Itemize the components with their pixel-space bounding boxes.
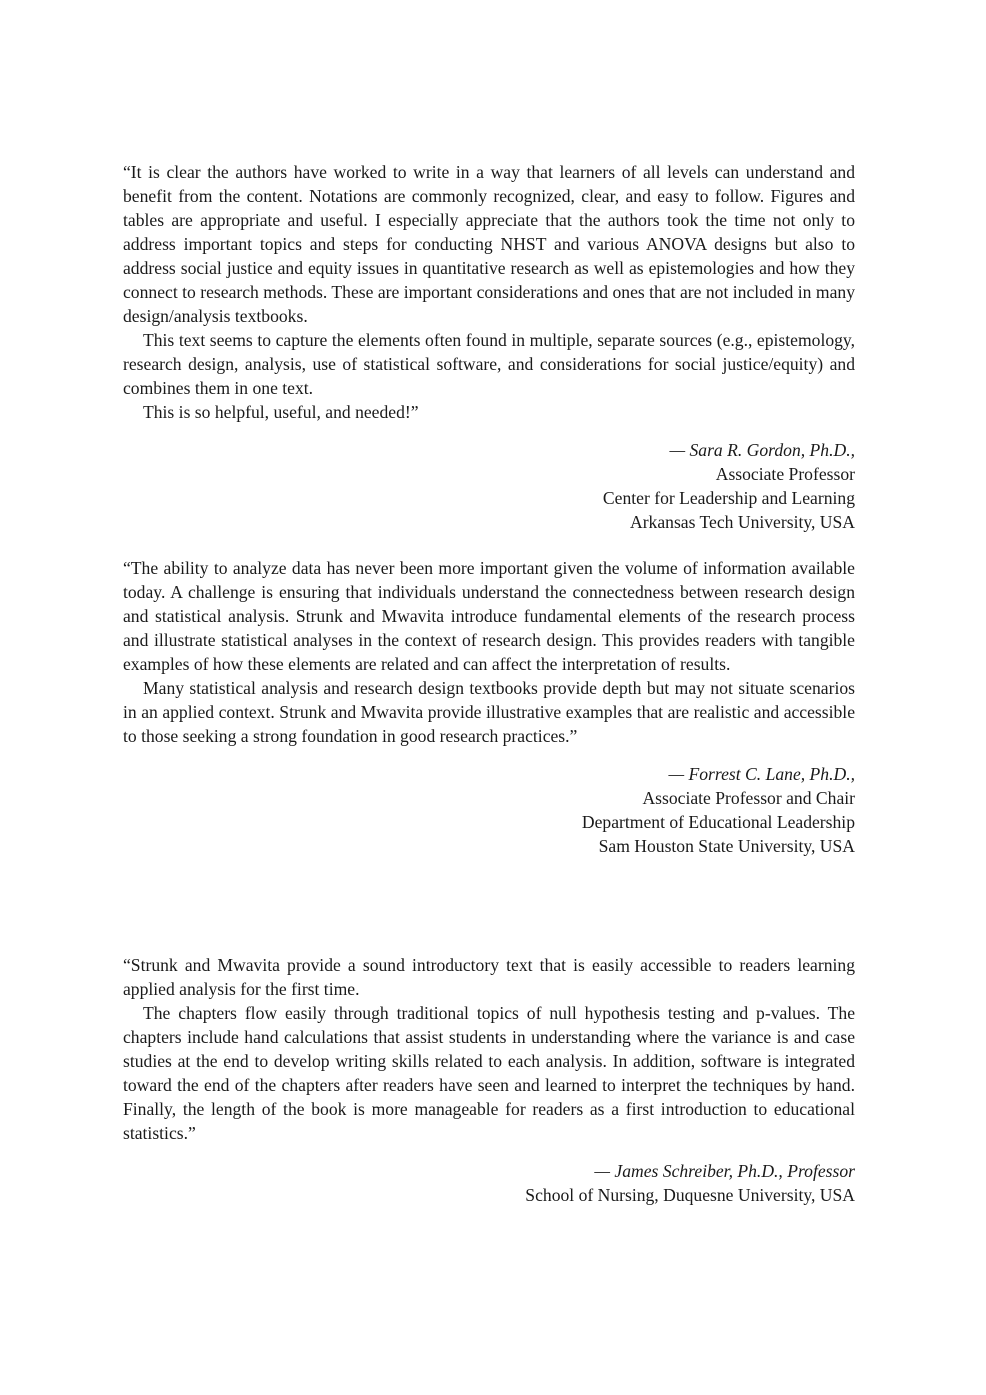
testimonial-schreiber xyxy=(123,953,855,1207)
testimonial-paragraph: The chapters flow easily through traditional topics of null hypothesis testing and p-values. The chapters include hand calculations that assist students in understanding where the variance is and case studies at the end to develop writing skills related to each analysis. In addition, software is integrated toward the end of the chapters after readers have seen and learned to interpret the techniques by hand. Finally, the length of the book is more manageable for readers as a first introduction to educational statistics.” xyxy=(123,1003,855,1143)
attribution-title: Associate Professor and Chair xyxy=(642,788,855,808)
attribution-institution: Sam Houston State University, USA xyxy=(598,836,855,856)
attribution-institution: Arkansas Tech University, USA xyxy=(629,512,855,532)
testimonial-paragraph: This is so helpful, useful, and needed!” xyxy=(143,402,419,422)
attribution xyxy=(123,762,855,858)
testimonial-paragraph: “It is clear the authors have worked to write in a way that learners of all levels can understand and benefit from the content. Notations are commonly recognized, clear, and easy to follow. Figures and tables are appropriate and useful. I especially appreciate that the authors took the time not only to address important topics and steps for conducting NHST and various ANOVA designs but also to address social justice and equity issues in quantitative research as well as epistemologies and how they connect to research methods. These are important considerations and ones that are not included in many design/analysis textbooks. xyxy=(123,162,855,326)
attribution-institution: School of Nursing, Duquesne University, USA xyxy=(525,1185,855,1205)
attribution-name: — James Schreiber, Ph.D., Professor xyxy=(594,1161,855,1181)
testimonial-gordon xyxy=(123,160,855,534)
testimonial-paragraph: Many statistical analysis and research design textbooks provide depth but may not situate scenarios in an applied context. Strunk and Mwavita provide illustrative examples that are realistic and accessible to those seeking a strong foundation in good research practices.” xyxy=(123,678,855,746)
attribution-name: — Forrest C. Lane, Ph.D., xyxy=(668,764,855,784)
testimonial-lane xyxy=(123,556,855,858)
testimonial-paragraph: “Strunk and Mwavita provide a sound introductory text that is easily accessible to readers learning applied analysis for the first time. xyxy=(123,955,855,999)
testimonial-paragraph: “The ability to analyze data has never been more important given the volume of information available today. A challenge is ensuring that individuals understand the connectedness between research design and statistical analysis. Strunk and Mwavita introduce fundamental elements of the research process and illustrate statistical analyses in the context of research design. This provides readers with tangible examples of how these elements are related and can affect the interpretation of results. xyxy=(123,558,855,674)
attribution-department: Center for Leadership and Learning xyxy=(602,488,855,508)
attribution-department: Department of Educational Leadership xyxy=(581,812,855,832)
attribution xyxy=(123,1159,855,1207)
attribution-title: Associate Professor xyxy=(715,464,855,484)
attribution-name: — Sara R. Gordon, Ph.D., xyxy=(669,440,855,460)
attribution xyxy=(123,438,855,534)
testimonial-paragraph: This text seems to capture the elements often found in multiple, separate sources (e.g., epistemology, research design, analysis, use of statistical software, and considerations for social justice/equity) and combines them in one text. xyxy=(123,330,855,398)
